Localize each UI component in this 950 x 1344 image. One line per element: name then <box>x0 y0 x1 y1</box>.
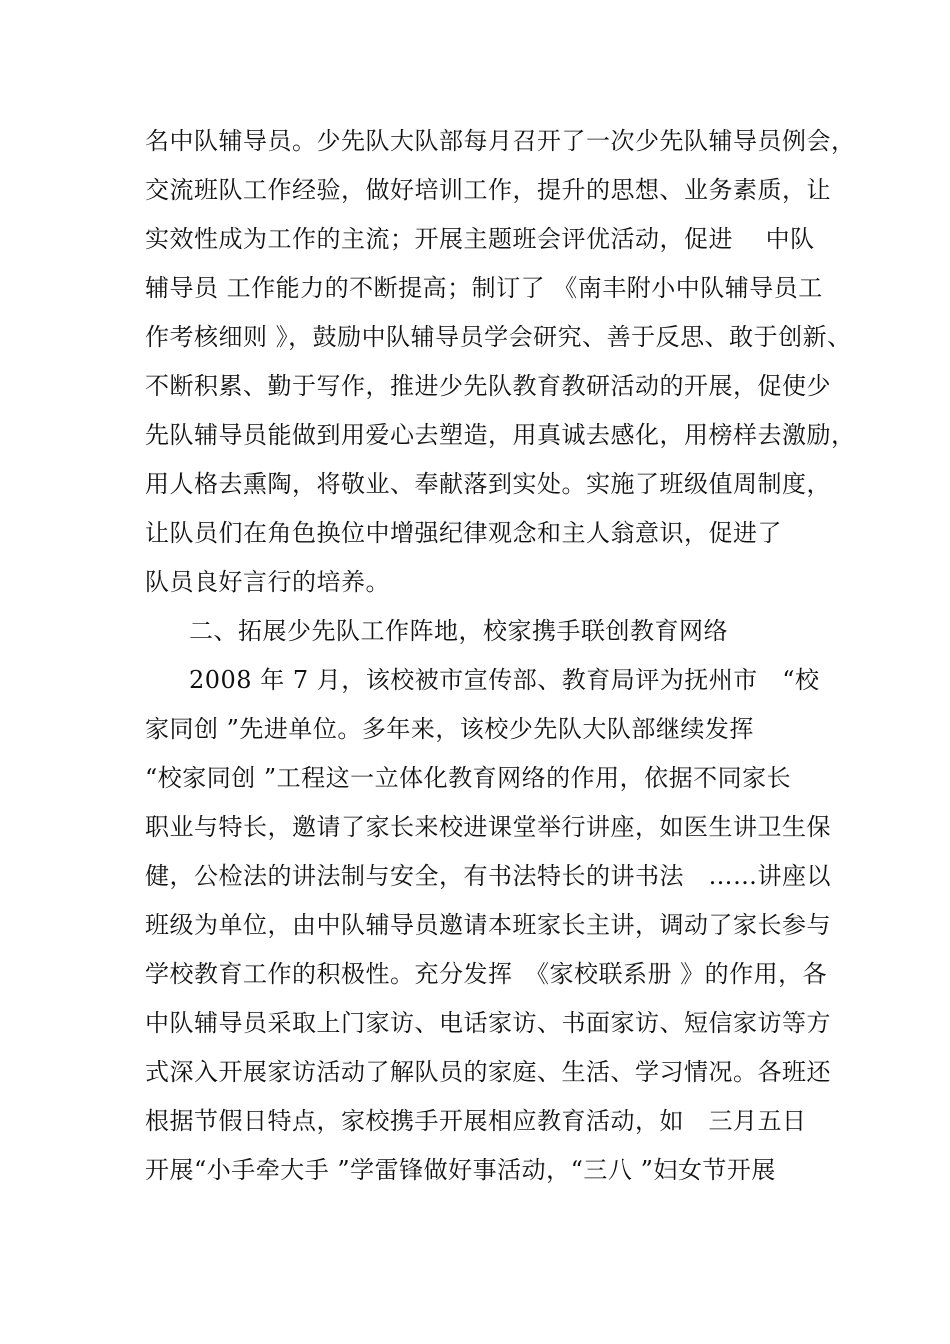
section-heading: 二、拓展少先队工作阵地，校家携手联创教育网络 <box>189 617 728 645</box>
text-line-12: 2008 年 7 月，该校被市宣传部、教育局评为抚州市 “校 <box>189 666 820 694</box>
text-line-1: 名中队辅导员。少先队大队部每月召开了一次少先队辅导员例会， <box>145 127 856 155</box>
text-line-15: 职业与特长，邀请了家长来校进课堂举行讲座，如医生讲卫生保 <box>145 813 831 841</box>
text-line-8: 用人格去熏陶，将敬业、奉献落到实处。实施了班级值周制度， <box>145 470 831 498</box>
text-line-19: 中队辅导员采取上门家访、电话家访、书面家访、短信家访等方 <box>145 1009 831 1037</box>
text-line-2: 交流班队工作经验，做好培训工作，提升的思想、业务素质，让 <box>145 176 831 204</box>
text-line-18: 学校教育工作的积极性。充分发挥 《家校联系册 》的作用，各 <box>145 960 828 988</box>
text-line-9: 让队员们在角色换位中增强纪律观念和主人翁意识，促进了 <box>145 519 782 547</box>
text-line-3: 实效性成为工作的主流；开展主题班会评优活动，促进 中队 <box>145 225 815 253</box>
text-line-22: 开展“小手牵大手 ”学雷锋做好事活动，“三八 ”妇女节开展 <box>145 1156 776 1184</box>
text-line-16: 健，公检法的讲法制与安全，有书法特长的讲书法 ……讲座以 <box>145 862 831 890</box>
text-line-7: 先队辅导员能做到用爱心去塑造，用真诚去感化，用榜样去激励， <box>145 421 856 449</box>
text-line-5: 作考核细则 》，鼓励中队辅导员学会研究、善于反思、敢于创新、 <box>145 323 852 351</box>
text-line-10: 队员良好言行的培养。 <box>145 568 390 596</box>
text-line-17: 班级为单位，由中队辅导员邀请本班家长主讲，调动了家长参与 <box>145 911 831 939</box>
text-line-6: 不断积累、勤于写作，推进少先队教育教研活动的开展，促使少 <box>145 372 831 400</box>
text-line-14: “校家同创 ”工程这一立体化教育网络的作用，依据不同家长 <box>145 764 792 792</box>
text-line-13: 家同创 ”先进单位。多年来，该校少先队大队部继续发挥 <box>145 715 754 743</box>
body-text <box>145 117 856 1195</box>
text-line-21: 根据节假日特点，家校携手开展相应教育活动，如 三月五日 <box>145 1107 807 1135</box>
text-line-4: 辅导员 工作能力的不断提高；制订了 《南丰附小中队辅导员工 <box>145 274 823 302</box>
text-line-20: 式深入开展家访活动了解队员的家庭、生活、学习情况。各班还 <box>145 1058 831 1086</box>
